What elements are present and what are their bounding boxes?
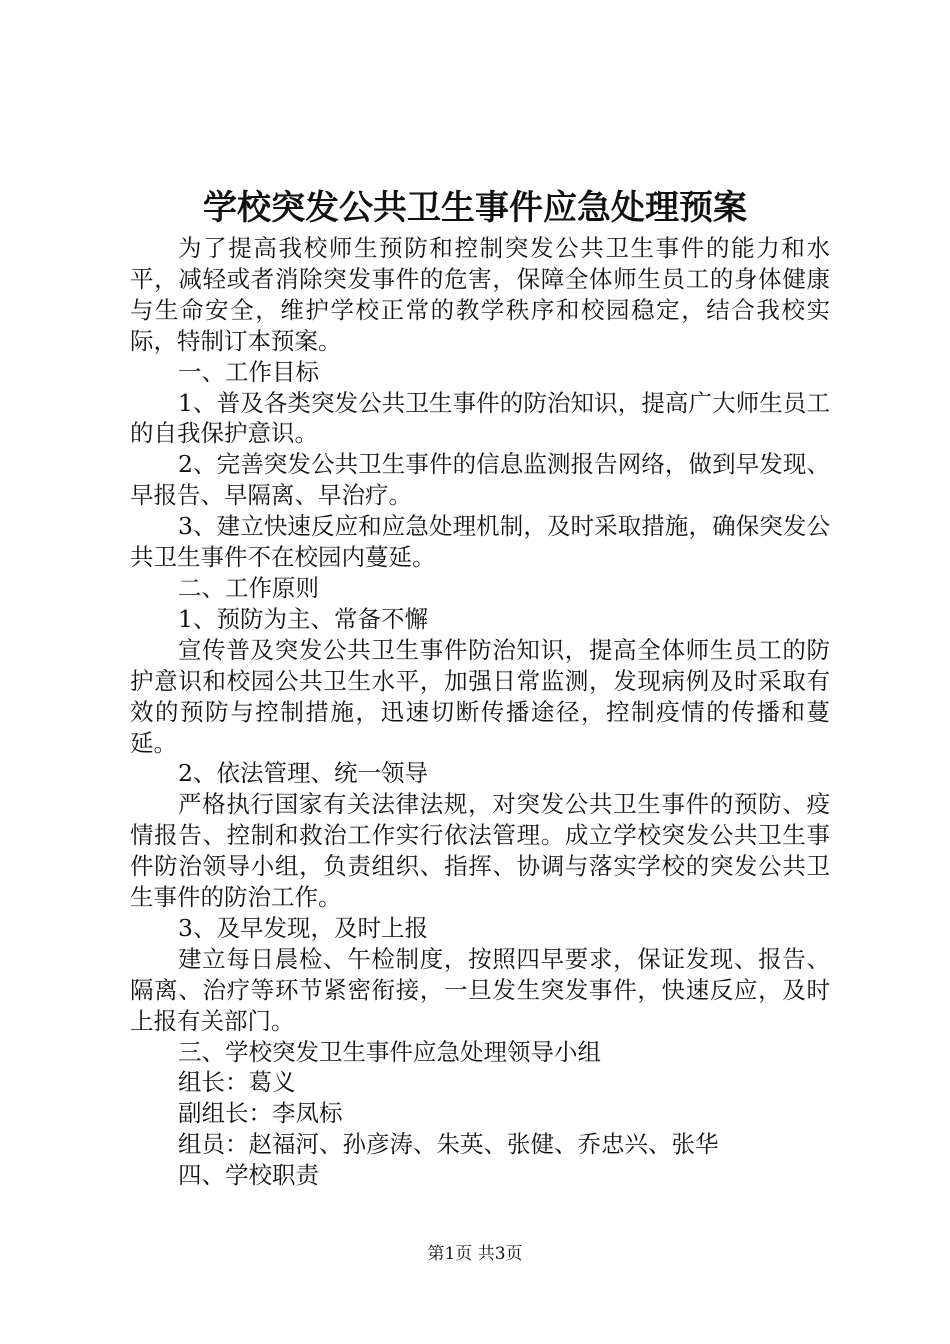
principle-text-2: 严格执行国家有关法律法规，对突发公共卫生事件的预防、疫情报告、控制和救治工作实行依法管理。成立学校突发公共卫生事件防治领导小组，负责组织、指挥、协调与落实学校的突发公共卫生事件的防治工作。: [130, 790, 830, 912]
principle-text-1: 宣传普及突发公共卫生事件防治知识，提高全体师生员工的防护意识和校园公共卫生水平，加强日常监测，发现病例及时采取有效的预防与控制措施，迅速切断传播途径，控制疫情的传播和蔓延。: [130, 635, 830, 757]
section-heading-goals: 一、工作目标: [178, 357, 319, 386]
page-footer: 第1页 共3页: [427, 1244, 523, 1264]
section-heading-principles: 二、工作原则: [178, 573, 319, 602]
goal-item-3: 3、建立快速反应和应急处理机制，及时采取措施，确保突发公共卫生事件不在校园内蔓延。: [130, 512, 830, 572]
principle-heading-2: 2、依法管理、统一领导: [178, 759, 428, 788]
deputy-leader: 副组长：李凤标: [178, 1099, 343, 1128]
principle-text-3: 建立每日晨检、午检制度，按照四早要求，保证发现、报告、隔离、治疗等环节紧密衔接，一旦发生突发事件，快速反应，及时上报有关部门。: [130, 944, 830, 1035]
document-body: [130, 233, 830, 1191]
intro-paragraph: 为了提高我校师生预防和控制突发公共卫生事件的能力和水平，减轻或者消除突发事件的危害，保障全体师生员工的身体健康与生命安全，维护学校正常的教学秩序和校园稳定，结合我校实际，特制订本预案。: [130, 234, 830, 355]
goal-item-2: 2、完善突发公共卫生事件的信息监测报告网络，做到早发现、早报告、早隔离、早治疗。: [130, 450, 830, 510]
members: 组员：赵福河、孙彦涛、朱英、张健、乔忠兴、张华: [178, 1130, 719, 1159]
document-title: 学校突发公共卫生事件应急处理预案: [203, 188, 747, 228]
principle-heading-3: 3、及早发现，及时上报: [178, 913, 428, 942]
goal-item-1: 1、普及各类突发公共卫生事件的防治知识，提高广大师生员工的自我保护意识。: [130, 388, 830, 448]
section-heading-duties: 四、学校职责: [178, 1161, 319, 1190]
section-heading-leadership: 三、学校突发卫生事件应急处理领导小组: [178, 1037, 601, 1066]
leader: 组长：葛义: [178, 1068, 296, 1097]
principle-heading-1: 1、预防为主、常备不懈: [178, 604, 428, 633]
